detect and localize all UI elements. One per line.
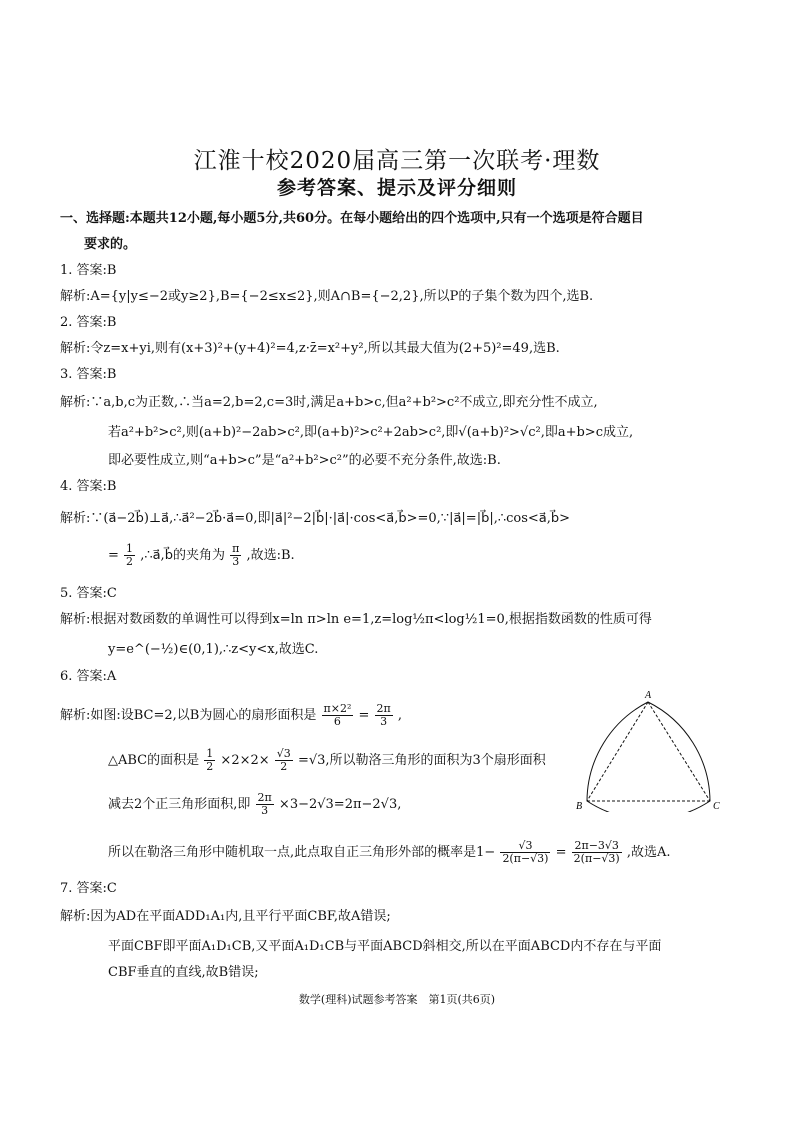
- q7-analysis-line2: 平面CBF即平面A₁D₁CB,又平面A₁D₁CB与平面ABCD斜相交,所以在平面ABCD内不存在与平面: [108, 939, 662, 954]
- reuleaux-triangle-figure: [574, 688, 724, 812]
- equals-sign: =: [358, 708, 370, 723]
- q6-text-end: ×3−2√3=2π−2√3,: [278, 797, 402, 812]
- q6-analysis-line1: [60, 703, 402, 728]
- q6-answer: 6. 答案:A: [60, 669, 117, 684]
- q7-answer: 7. 答案:C: [60, 881, 117, 896]
- q7-analysis-line1: 解析:因为AD在平面ADD₁A₁内,且平行平面CBF,故A错误;: [60, 909, 391, 924]
- fraction-one-half: $\frac{1}{2}$: [206, 747, 214, 773]
- fraction-two-pi-third: $\frac{2\pi}{3}$: [257, 791, 272, 817]
- q1-answer: 1. 答案:B: [60, 263, 117, 278]
- q4-analysis-line2: [108, 543, 295, 568]
- page-title: 江淮十校2020届高三第一次联考·理数: [193, 148, 601, 174]
- q3-analysis-line1: 解析:∵a,b,c为正数,∴当a=2,b=2,c=3时,满足a+b>c,但a²+b²>c²不成立,即充分性不成立,: [60, 395, 598, 410]
- fraction-result: $\frac{2\pi-3√3}{2(\pi-√3)}$: [573, 839, 620, 865]
- fraction-two-pi-third: $\frac{2\pi}{3}$: [376, 702, 391, 728]
- q6-analysis-line4: [108, 840, 671, 865]
- triangle-edge-ac: [648, 702, 710, 801]
- triangle-edge-ab: [587, 702, 648, 801]
- reuleaux-outline: [587, 702, 710, 812]
- fraction-pi-third: $\frac{\pi}{3}$: [232, 542, 240, 568]
- q2-answer: 2. 答案:B: [60, 315, 117, 330]
- q6-text-a: 所以在勒洛三角形中随机取一点,此点取自正三角形外部的概率是1−: [108, 845, 496, 860]
- q6-text-a: △ABC的面积是: [108, 753, 200, 768]
- q6-text-end: =√3,所以勒洛三角形的面积为3个扇形面积: [297, 753, 546, 768]
- q6-text-mid: ×2×2×: [220, 753, 270, 768]
- q7-analysis-line3: CBF垂直的直线,故B错误;: [108, 965, 259, 980]
- section-heading: 一、选择题:本题共12小题,每小题5分,共60分。在每小题给出的四个选项中,只有一个选项是符合题目: [60, 211, 644, 226]
- q3-analysis-line3: 即必要性成立,则“a+b>c”是“a²+b²>c²”的必要不充分条件,故选:B.: [108, 453, 501, 468]
- equals-sign: =: [108, 548, 119, 563]
- q6-text-end: ,: [397, 708, 403, 723]
- vertex-label-a: A: [645, 690, 652, 701]
- q5-analysis-line2: y=e^(−½)∈(0,1),∴z<y<x,故选C.: [108, 642, 319, 657]
- q4-answer: 4. 答案:B: [60, 479, 117, 494]
- q3-answer: 3. 答案:B: [60, 367, 117, 382]
- q5-analysis-line1: 解析:根据对数函数的单调性可以得到x=ln π>ln e=1,z=log½π<log½1=0,根据指数函数的性质可得: [60, 612, 652, 627]
- q3-analysis-line2: 若a²+b²>c²,则(a+b)²−2ab>c²,即(a+b)²>c²+2ab>c²,即√(a+b)²>√c²,即a+b>c成立,: [108, 425, 634, 440]
- fraction-probability: $\frac{√3}{2(\pi-√3)}$: [502, 839, 549, 865]
- fraction-one-half: $\frac{1}{2}$: [126, 542, 134, 568]
- q6-text-a: 解析:如图:设BC=2,以B为圆心的扇形面积是: [60, 708, 317, 723]
- vertex-label-b: B: [576, 801, 583, 812]
- q1-analysis: 解析:A={y|y≤−2或y≥2},B={−2≤x≤2},则A∩B={−2,2},所以P的子集个数为四个,选B.: [60, 289, 594, 304]
- q6-analysis-line3: [108, 792, 401, 817]
- page-footer: 数学(理科)试题参考答案 第1页(共6页): [298, 993, 496, 1006]
- vertex-label-c: C: [713, 801, 720, 812]
- q6-text-end: ,故选A.: [626, 845, 671, 860]
- equals-sign: =: [555, 845, 567, 860]
- q4-analysis-line1: 解析:∵(a⃗−2b⃗)⊥a⃗,∴a⃗²−2b⃗·a⃗=0,即|a⃗|²−2|b⃗|·|a⃗|·cos<a⃗,b⃗>=0,∵|a⃗|=|b⃗|,∴cos<a⃗,b⃗>: [60, 511, 571, 526]
- section-heading-cont: 要求的。: [84, 237, 137, 252]
- q2-analysis: 解析:令z=x+yi,则有(x+3)²+(y+4)²=4,z·z̄=x²+y²,所以其最大值为(2+5)²=49,选B.: [60, 341, 560, 356]
- fraction-sector-area: $\frac{\text{π×2²}}{6}$: [323, 702, 352, 728]
- fraction-root3-half: $\frac{√3}{2}$: [276, 747, 291, 773]
- q4-text-end: ,故选:B.: [246, 548, 295, 563]
- q5-answer: 5. 答案:C: [60, 586, 117, 601]
- q4-text-mid: ,∴a⃗,b⃗的夹角为: [140, 548, 225, 563]
- q6-analysis-line2: [108, 748, 546, 773]
- page-subtitle: 参考答案、提示及评分细则: [276, 177, 517, 199]
- q6-text-a: 减去2个正三角形面积,即: [108, 797, 251, 812]
